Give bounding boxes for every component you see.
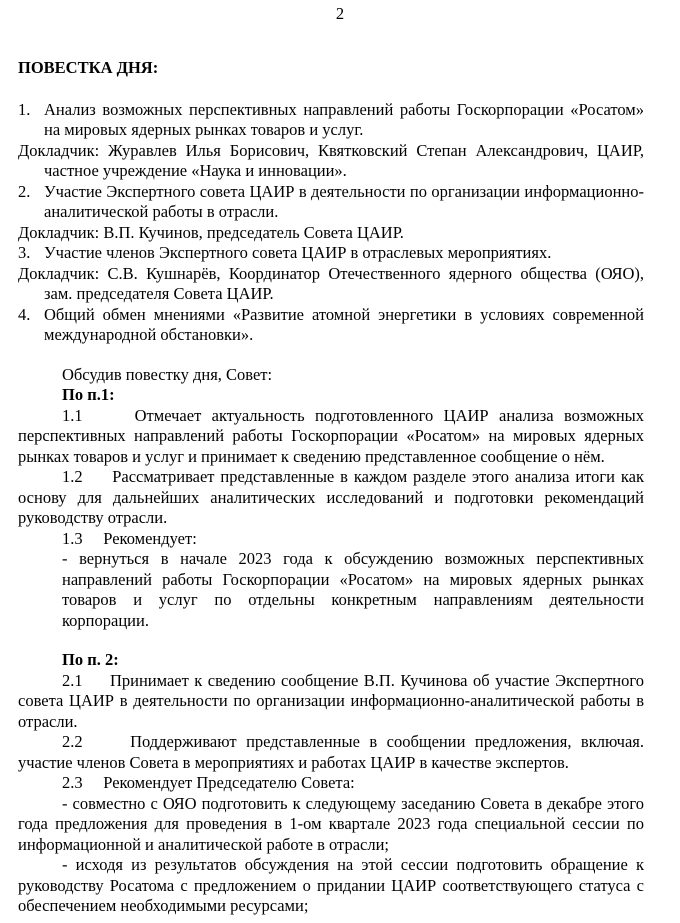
page-number: 2 (335, 4, 345, 23)
section-2-point-3-item-1: - совместно с ОЯО подготовить к следующему заседанию Совета в декабре этого года предложения для проведения в 1-ом квартале 2023 года специальной сессии по информационной и аналитической работе в отрасли; (18, 793, 644, 854)
agenda-heading: ПОВЕСТКА ДНЯ: (18, 58, 159, 77)
agenda-item (18, 305, 644, 346)
agenda-item (18, 243, 644, 264)
point-text: Поддерживают представленные в сообщении предложения, включая. участие членов Совета в мероприятиях и работах ЦАИР в качестве экспертов. (18, 732, 645, 772)
point-number: 2.2 (62, 732, 83, 751)
decision-intro: Обсудив повестку дня, Совет: (62, 364, 273, 384)
agenda-item-text: Анализ возможных перспективных направлений работы Госкорпорации «Росатом» на мировых ядерных рынках товаров и услуг. (44, 99, 644, 139)
point-text: Рекомендует Председателю Совета: (103, 773, 355, 792)
point-text: Отмечает актуальность подготовленного ЦАИР анализа возможных перспективных направлений работы Госкорпорации «Росатом» на мировых ядерных рынках товаров и услуг и принимает к сведению представленное сообщение о нём. (18, 405, 644, 466)
point-number: 1.2 (62, 467, 83, 486)
section-1-point-3 (18, 529, 644, 550)
section-1-title: По п.1: (62, 385, 115, 404)
point-number: 1.3 (62, 528, 83, 548)
section-1-point-3-item: - вернуться в начале 2023 года к обсуждению возможных перспективных направлений работы Госкорпорации «Росатом» на мировых ядерных рынках товаров и услуг по отдельны конкретным направлениям деятельности корпорации. (62, 549, 644, 630)
agenda-item-text: Участие Экспертного совета ЦАИР в деятельности по организации информационно-аналитической работы в отрасли. (44, 181, 644, 221)
agenda-list (18, 100, 644, 346)
point-text: Рассматривает представленные в каждом разделе этого анализа итоги как основу для дальнейших аналитических исследований и подготовки рекомендаций руководству отрасли. (18, 467, 645, 527)
agenda-item-text: Общий обмен мнениями «Развитие атомной энергетики в условиях современной международной обстановки». (44, 304, 644, 344)
agenda-item (18, 182, 644, 223)
section-2-point-1 (18, 671, 644, 733)
section-1-point-2 (18, 467, 644, 529)
section-2-point-3 (18, 773, 644, 794)
agenda-item (18, 100, 644, 141)
agenda-item-text: Участие членов Экспертного совета ЦАИР в отраслевых мероприятиях. (44, 243, 552, 262)
section-2 (18, 650, 644, 917)
section-1 (18, 385, 644, 631)
agenda-item-speaker: Докладчик: С.В. Кушнарёв, Координатор Отечественного ядерного общества (ОЯО), зам. председателя Совета ЦАИР. (18, 263, 644, 303)
agenda-item-speaker: Докладчик: Журавлев Илья Борисович, Квятковский Степан Александрович, ЦАИР, частное учреждение «Наука и инновации». (18, 140, 644, 180)
agenda-item-number: 4. (18, 304, 31, 324)
document-body (18, 58, 644, 917)
point-number: 2.3 (62, 773, 83, 792)
section-2-point-2 (18, 732, 644, 773)
section-1-point-1 (18, 406, 644, 468)
agenda-item-number: 2. (18, 181, 31, 201)
section-2-point-3-item-2: - исходя из результатов обсуждения на этой сессии подготовить обращение к руководству Росатома с предложением о придании ЦАИР соответствующего статуса с обеспечением необходимыми ресурсами; (18, 855, 644, 915)
agenda-item-number: 1. (18, 99, 31, 119)
section-2-title: По п. 2: (62, 650, 119, 669)
agenda-item-speaker: Докладчик: В.П. Кучинов, председатель Совета ЦАИР. (18, 222, 404, 242)
point-number: 2.1 (62, 670, 83, 690)
point-number: 1.1 (62, 405, 83, 425)
point-text: Рекомендует: (103, 528, 197, 548)
point-text: Принимает к сведению сообщение В.П. Кучинова об участие Экспертного совета ЦАИР в деятельности по организации информационно-аналитической работы в отрасли. (18, 670, 644, 731)
agenda-item-number: 3. (18, 243, 31, 262)
